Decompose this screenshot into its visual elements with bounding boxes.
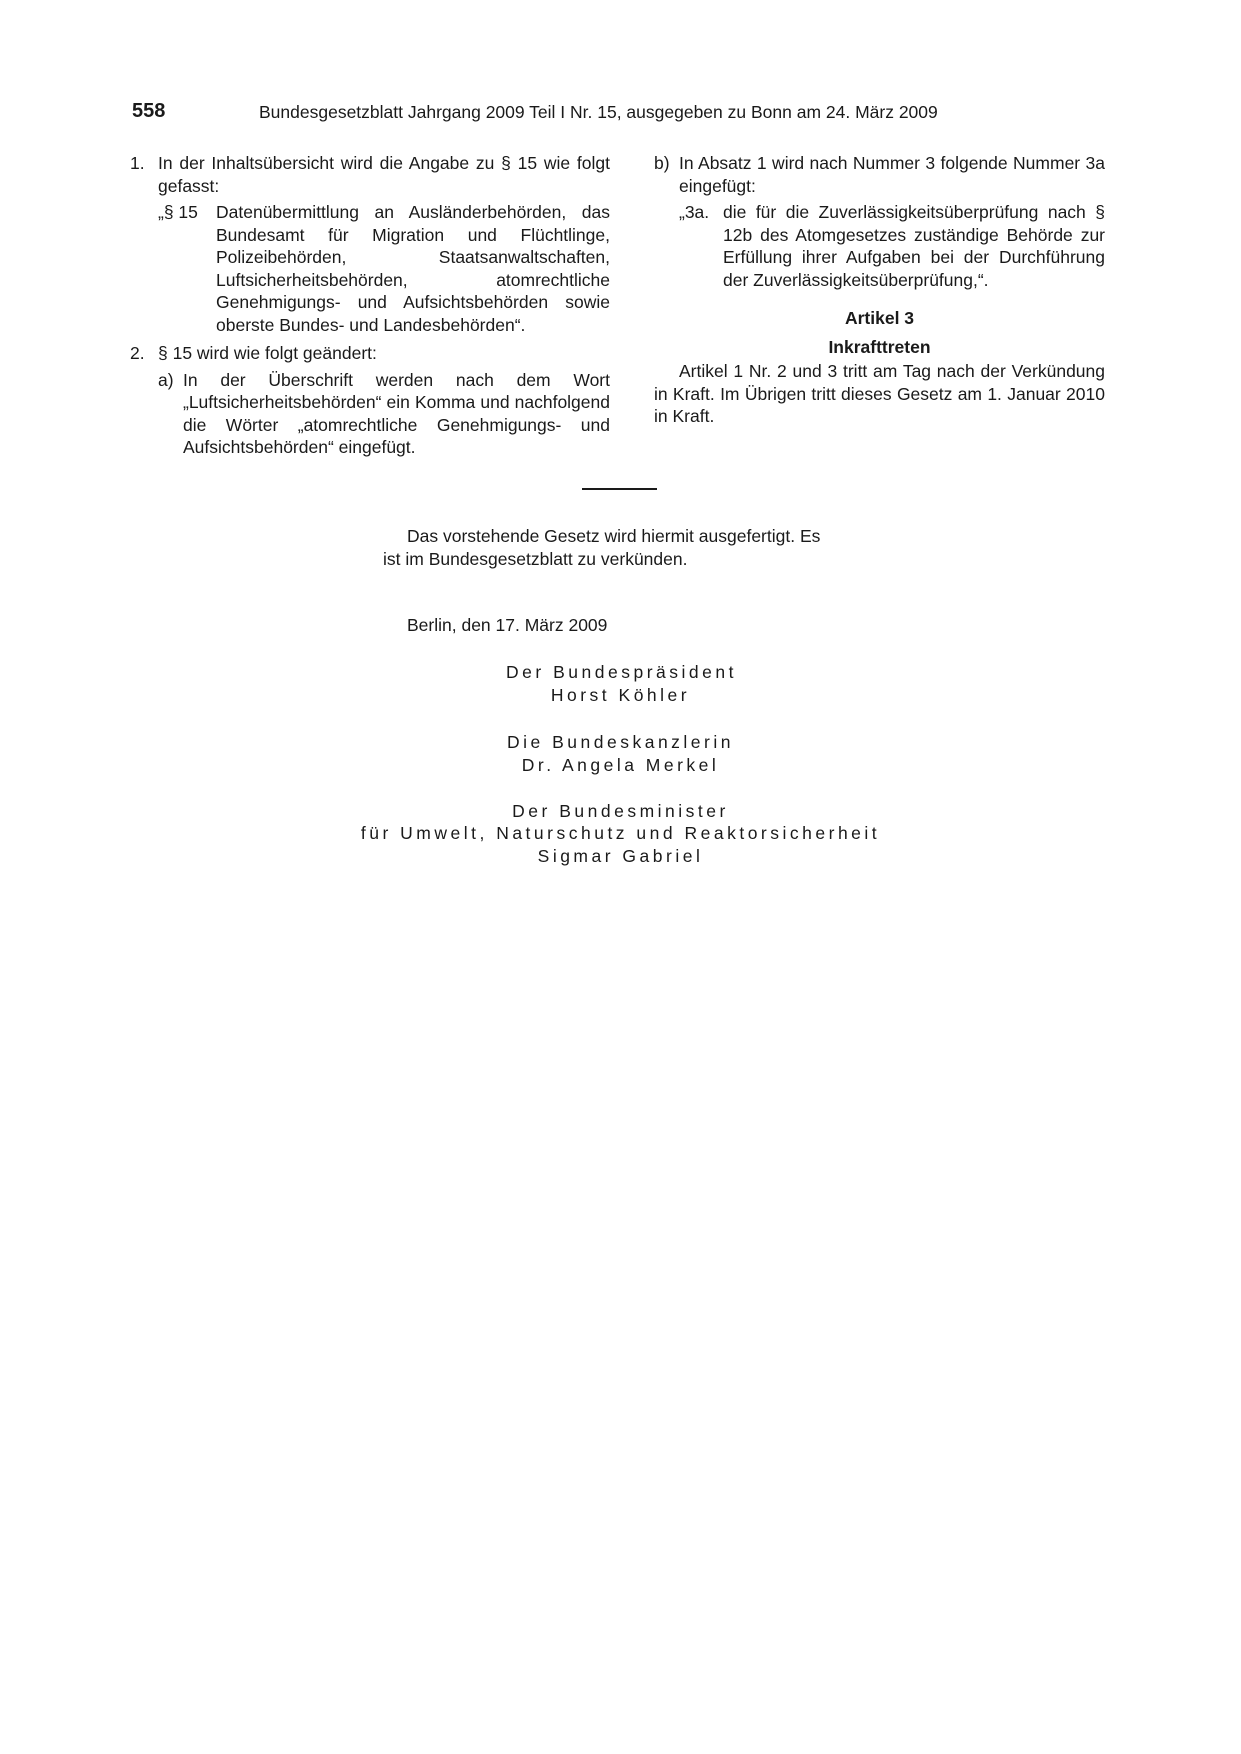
sub-item-label: b) [654,153,670,173]
signature-name: Sigmar Gabriel [537,846,704,866]
article-title: Inkrafttreten [828,336,931,357]
page-number: 558 [132,100,166,122]
quote-text: die für die Zuverlässigkeitsüberprüfung nach § 12b des Atomgesetzes zuständige Behörde zur Erfüllung ihrer Aufgaben bei der Durchführung der Zuverlässigkeitsüberprüfung,“. [723,202,1105,290]
separator-rule [582,488,657,490]
right-column [654,152,1105,428]
closing-line-2: ist im Bundesgesetzblatt zu verkünden. [383,549,688,569]
item-text: § 15 wird wie folgt geändert: [158,343,377,363]
closing-line-1: Das vorstehende Gesetz wird hiermit ausgefertigt. Es [407,526,821,546]
signature-title: Der Bundespräsident [506,662,737,682]
item-text: In der Inhaltsübersicht wird die Angabe zu § 15 wie folgt gefasst: [158,153,610,196]
signature-name: Dr. Angela Merkel [521,755,720,775]
item-number: 2. [130,343,145,363]
item-number: 1. [130,153,145,173]
quote-label: „3a. [679,202,710,222]
quote-label: „§ 15 [158,202,198,222]
gazette-header: Bundesgesetzblatt Jahrgang 2009 Teil I Nr. 15, ausgegeben zu Bonn am 24. März 2009 [259,102,938,122]
sub-item-label: a) [158,369,174,390]
sub-item-text: In Absatz 1 wird nach Nummer 3 folgende Nummer 3a eingefügt: [679,153,1105,196]
article-heading: Artikel 3 [844,308,915,328]
list-item-2 [130,342,610,365]
list-item-1 [130,152,610,197]
signature-title: Der Bundesminister [512,801,729,821]
signature-title: Die Bundeskanzlerin [506,732,734,752]
article-text: Artikel 1 Nr. 2 und 3 tritt am Tag nach der Verkündung in Kraft. Im Übrigen tritt dieses Gesetz am 1. Januar 2010 in Kraft. [654,361,1105,426]
quote-text: Datenübermittlung an Ausländerbehörden, das Bundesamt für Migration und Flüchtlinge, Polizeibehörden, Staatsanwaltschaften, Luftsicherheitsbehörden, atomrechtliche Genehmigungs- und Aufsichtsbehörden sowie oberste Bundes- und Landesbehörden“. [216,202,610,335]
sub-item-b [654,152,1105,197]
quoted-number-3a [679,201,1105,291]
signature-name: Horst Köhler [550,685,691,705]
sub-item-a [158,369,610,459]
sub-item-text: In der Überschrift werden nach dem Wort „Luftsicherheitsbehörden“ ein Komma und nachfolgend die Wörter „atomrechtliche Genehmigungs- und Aufsichtsbehörden“ eingefügt. [183,369,610,457]
quoted-paragraph-15 [158,201,610,336]
signature-portfolio: für Umwelt, Naturschutz und Reaktorsicherheit [360,823,881,843]
place-date: Berlin, den 17. März 2009 [407,615,608,635]
left-column [130,152,610,459]
